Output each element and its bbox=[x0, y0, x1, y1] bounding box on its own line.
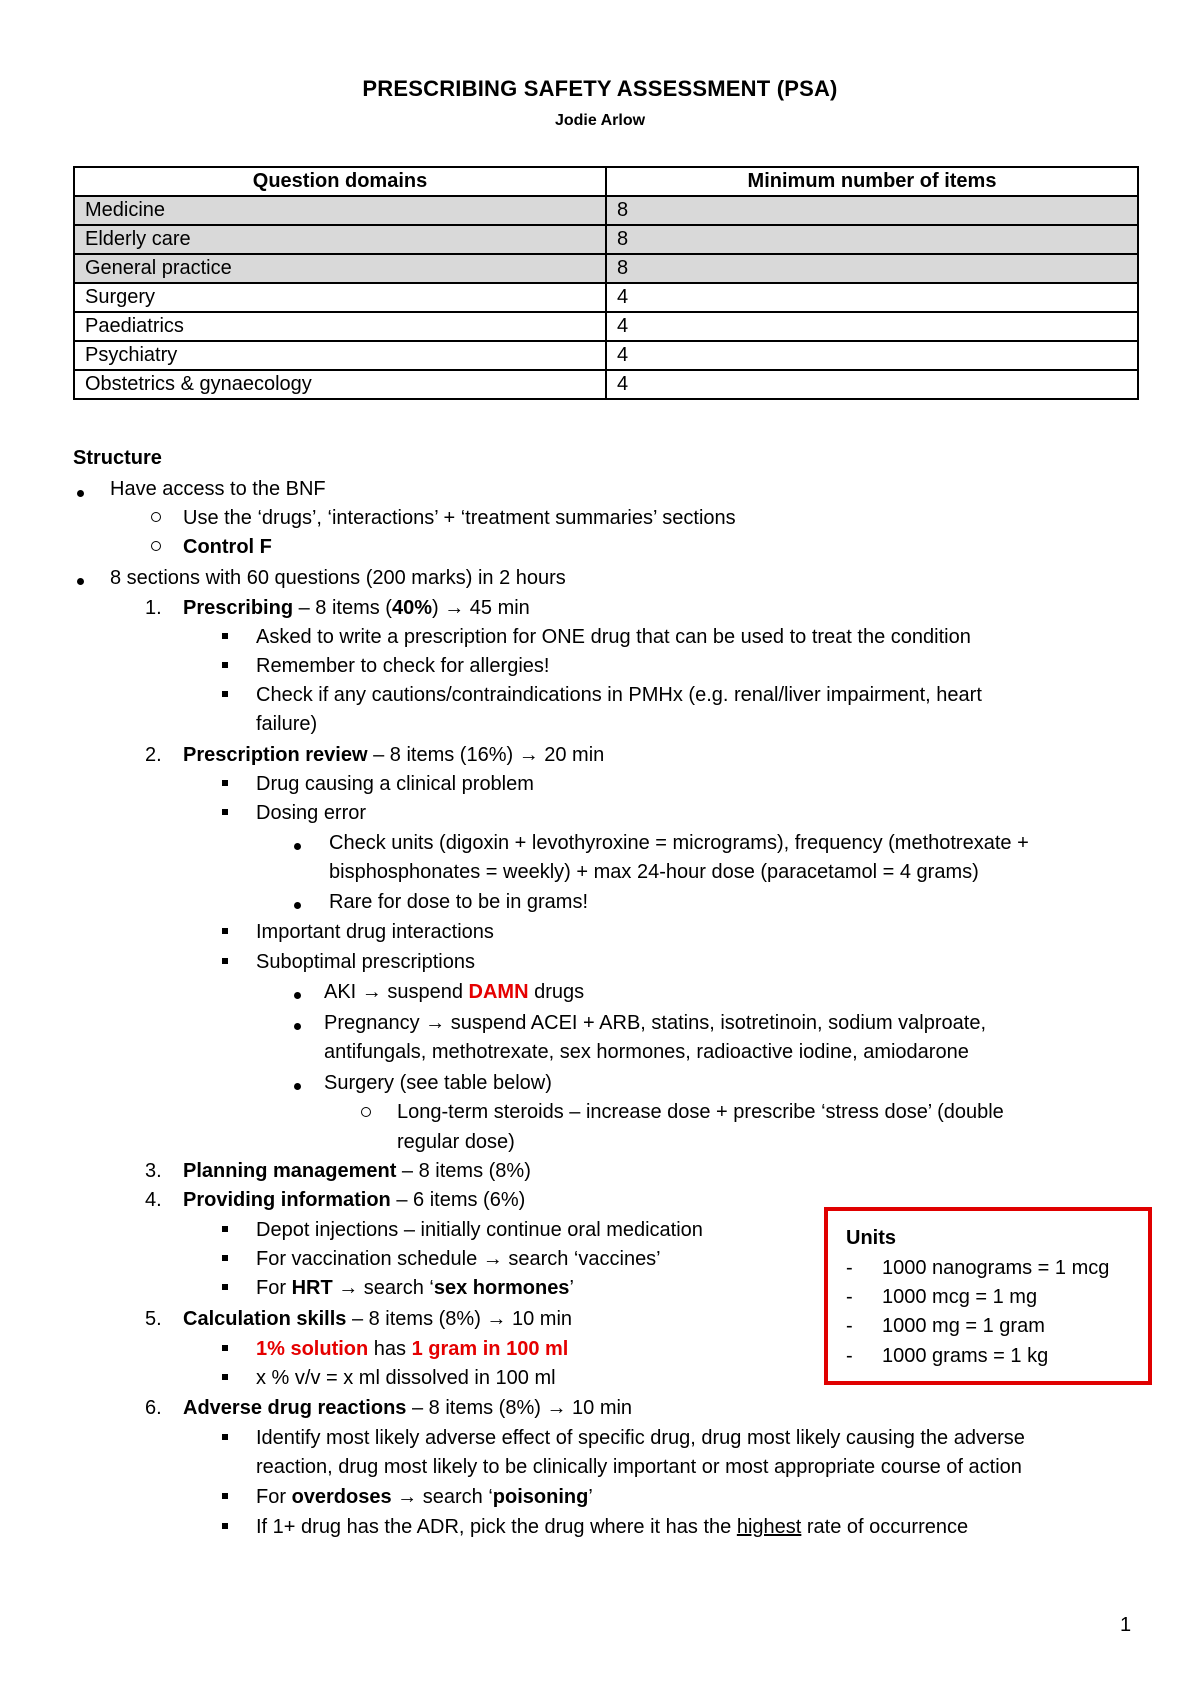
table-header-items: Minimum number of items bbox=[606, 167, 1138, 196]
bnf-line: Have access to the BNF bbox=[110, 478, 326, 500]
overdose-text: ’ bbox=[588, 1486, 593, 1508]
square-bullet-icon bbox=[222, 691, 228, 697]
hrt-bold: sex hormones bbox=[433, 1277, 570, 1299]
section-number: 5. bbox=[145, 1308, 162, 1330]
units-row bbox=[846, 1286, 1037, 1309]
items-cell: 8 bbox=[606, 196, 1138, 225]
bullet-icon bbox=[294, 902, 301, 909]
section-number: 6. bbox=[145, 1397, 162, 1419]
adr-line bbox=[256, 1515, 968, 1539]
list-item-continuation: regular dose) bbox=[397, 1131, 515, 1153]
items-cell: 8 bbox=[606, 254, 1138, 283]
square-bullet-icon bbox=[222, 1226, 228, 1232]
section-name: Prescribing bbox=[183, 597, 294, 619]
adr-text: rate of occurrence bbox=[801, 1516, 969, 1538]
overdose-text: For bbox=[256, 1486, 292, 1508]
section-detail: ) → 45 min bbox=[432, 597, 530, 619]
page-number: 1 bbox=[1120, 1614, 1132, 1636]
section-3-title bbox=[183, 1159, 531, 1183]
bnf-sections-line: Use the ‘drugs’, ‘interactions’ + ‘treatment summaries’ sections bbox=[183, 507, 736, 529]
list-item: Long-term steroids – increase dose + prescribe ‘stress dose’ (double bbox=[397, 1101, 1004, 1123]
domain-cell: Elderly care bbox=[74, 225, 606, 254]
section-detail: – 8 items ( bbox=[293, 597, 392, 619]
domain-cell: Obstetrics & gynaecology bbox=[74, 370, 606, 399]
square-bullet-icon bbox=[222, 633, 228, 639]
overdose-bold: poisoning bbox=[492, 1486, 589, 1508]
list-item-continuation: bisphosphonates = weekly) + max 24-hour dose (paracetamol = 4 grams) bbox=[329, 861, 979, 883]
square-bullet-icon bbox=[222, 1374, 228, 1380]
bullet-icon bbox=[294, 1083, 301, 1090]
section-number: 1. bbox=[145, 597, 162, 619]
units-title: Units bbox=[846, 1227, 896, 1249]
items-cell: 8 bbox=[606, 225, 1138, 254]
hrt-bold: HRT bbox=[291, 1277, 333, 1299]
square-bullet-icon bbox=[222, 1523, 228, 1529]
list-item: Remember to check for allergies! bbox=[256, 655, 550, 677]
section-name: Prescription review bbox=[183, 744, 368, 766]
list-item-continuation: reaction, drug most likely to be clinically important or most appropriate course of action bbox=[256, 1456, 1022, 1478]
list-item-continuation: failure) bbox=[256, 713, 318, 735]
hrt-line bbox=[256, 1276, 574, 1300]
table-row bbox=[74, 196, 1138, 225]
section-detail: – 8 items (8%) → 10 min bbox=[346, 1308, 573, 1330]
document-title: PRESCRIBING SAFETY ASSESSMENT (PSA) bbox=[362, 76, 838, 101]
list-item: Rare for dose to be in grams! bbox=[329, 891, 589, 913]
items-cell: 4 bbox=[606, 283, 1138, 312]
bullet-icon bbox=[294, 1023, 301, 1030]
section-pct: 40% bbox=[391, 597, 432, 619]
control-f-line: Control F bbox=[183, 536, 272, 558]
units-text: 1000 mg = 1 gram bbox=[882, 1315, 1045, 1337]
list-item: Pregnancy → suspend ACEI + ARB, statins, isotretinoin, sodium valproate, bbox=[324, 1012, 987, 1034]
circle-bullet-icon bbox=[151, 512, 161, 522]
bullet-icon bbox=[294, 843, 301, 850]
list-item: Important drug interactions bbox=[256, 921, 494, 943]
section-number: 4. bbox=[145, 1189, 162, 1211]
section-4-title bbox=[183, 1188, 525, 1212]
square-bullet-icon bbox=[222, 809, 228, 815]
list-item: x % v/v = x ml dissolved in 100 ml bbox=[256, 1367, 556, 1389]
section-detail: – 8 items (8%) bbox=[396, 1160, 531, 1182]
units-row bbox=[846, 1257, 1109, 1280]
list-item: Check if any cautions/contraindications in PMHx (e.g. renal/liver impairment, heart bbox=[256, 684, 982, 706]
dash-marker: - bbox=[846, 1257, 853, 1279]
section-2-title bbox=[183, 743, 604, 767]
items-cell: 4 bbox=[606, 312, 1138, 341]
list-item: Check units (digoxin + levothyroxine = micrograms), frequency (methotrexate + bbox=[329, 832, 1029, 854]
square-bullet-icon bbox=[222, 662, 228, 668]
highest-underline: highest bbox=[736, 1516, 802, 1538]
solution-line bbox=[256, 1337, 568, 1361]
square-bullet-icon bbox=[222, 780, 228, 786]
section-name: Adverse drug reactions bbox=[183, 1397, 407, 1419]
section-name: Providing information bbox=[183, 1189, 391, 1211]
solution-highlight: 1 gram in 100 ml bbox=[411, 1338, 569, 1360]
aki-line bbox=[324, 980, 584, 1004]
bullet-icon bbox=[77, 490, 84, 497]
section-6-title bbox=[183, 1396, 632, 1420]
overdose-bold: overdoses bbox=[291, 1486, 392, 1508]
table-header-row bbox=[74, 167, 1138, 196]
question-domains-table bbox=[73, 166, 1139, 400]
table-row bbox=[74, 225, 1138, 254]
adr-text: If 1+ drug has the ADR, pick the drug where it has the bbox=[256, 1516, 737, 1538]
items-cell: 4 bbox=[606, 341, 1138, 370]
domain-cell: Medicine bbox=[74, 196, 606, 225]
units-box bbox=[824, 1207, 1152, 1385]
list-item: Surgery (see table below) bbox=[324, 1072, 552, 1094]
hrt-text: ’ bbox=[569, 1277, 574, 1299]
units-row bbox=[846, 1345, 1048, 1368]
square-bullet-icon bbox=[222, 1345, 228, 1351]
list-item: Depot injections – initially continue oral medication bbox=[256, 1219, 703, 1241]
sections-line: 8 sections with 60 questions (200 marks) in 2 hours bbox=[110, 567, 566, 589]
structure-heading: Structure bbox=[73, 447, 162, 469]
section-name: Calculation skills bbox=[183, 1308, 347, 1330]
table-row bbox=[74, 341, 1138, 370]
bullet-icon bbox=[294, 992, 301, 999]
section-detail: – 6 items (6%) bbox=[390, 1189, 526, 1211]
list-item: For vaccination schedule → search ‘vaccines’ bbox=[256, 1248, 661, 1270]
dash-marker: - bbox=[846, 1286, 853, 1308]
units-text: 1000 grams = 1 kg bbox=[882, 1345, 1049, 1367]
damn-highlight: DAMN bbox=[468, 981, 529, 1003]
items-cell: 4 bbox=[606, 370, 1138, 399]
square-bullet-icon bbox=[222, 1255, 228, 1261]
overdose-line bbox=[256, 1485, 593, 1509]
square-bullet-icon bbox=[222, 1493, 228, 1499]
circle-bullet-icon bbox=[151, 541, 161, 551]
solution-text: has bbox=[368, 1338, 412, 1360]
hrt-text: For bbox=[256, 1277, 292, 1299]
overdose-text: → search ‘ bbox=[391, 1486, 493, 1508]
table-header-domain: Question domains bbox=[74, 167, 606, 196]
section-1-title bbox=[183, 596, 530, 620]
aki-text: drugs bbox=[528, 981, 585, 1003]
circle-bullet-icon bbox=[361, 1107, 371, 1117]
square-bullet-icon bbox=[222, 928, 228, 934]
table-row bbox=[74, 254, 1138, 283]
square-bullet-icon bbox=[222, 958, 228, 964]
table-row bbox=[74, 312, 1138, 341]
author-name: Jodie Arlow bbox=[554, 112, 646, 129]
section-5-title bbox=[183, 1307, 572, 1331]
list-item-continuation: antifungals, methotrexate, sex hormones, radioactive iodine, amiodarone bbox=[324, 1041, 969, 1063]
domain-cell: Psychiatry bbox=[74, 341, 606, 370]
units-text: 1000 mcg = 1 mg bbox=[882, 1286, 1038, 1308]
list-item: Dosing error bbox=[256, 802, 367, 824]
domain-cell: Surgery bbox=[74, 283, 606, 312]
hrt-text: → search ‘ bbox=[332, 1277, 434, 1299]
domain-cell: General practice bbox=[74, 254, 606, 283]
table-row bbox=[74, 283, 1138, 312]
table-row bbox=[74, 370, 1138, 399]
list-item: Identify most likely adverse effect of specific drug, drug most likely causing the adverse bbox=[256, 1427, 1025, 1449]
dash-marker: - bbox=[846, 1315, 853, 1337]
list-item: Asked to write a prescription for ONE drug that can be used to treat the condition bbox=[256, 626, 971, 648]
solution-highlight: 1% solution bbox=[256, 1338, 369, 1360]
dash-marker: - bbox=[846, 1345, 853, 1367]
section-number: 2. bbox=[145, 744, 162, 766]
list-item: Drug causing a clinical problem bbox=[256, 773, 534, 795]
units-text: 1000 nanograms = 1 mcg bbox=[882, 1257, 1110, 1279]
square-bullet-icon bbox=[222, 1284, 228, 1290]
section-detail: – 8 items (8%) → 10 min bbox=[406, 1397, 633, 1419]
section-number: 3. bbox=[145, 1160, 162, 1182]
domain-cell: Paediatrics bbox=[74, 312, 606, 341]
square-bullet-icon bbox=[222, 1434, 228, 1440]
bullet-icon bbox=[77, 578, 84, 585]
units-row bbox=[846, 1315, 1045, 1338]
section-name: Planning management bbox=[183, 1160, 397, 1182]
list-item: Suboptimal prescriptions bbox=[256, 951, 475, 973]
section-detail: – 8 items (16%) → 20 min bbox=[367, 744, 605, 766]
aki-text: AKI → suspend bbox=[324, 981, 469, 1003]
